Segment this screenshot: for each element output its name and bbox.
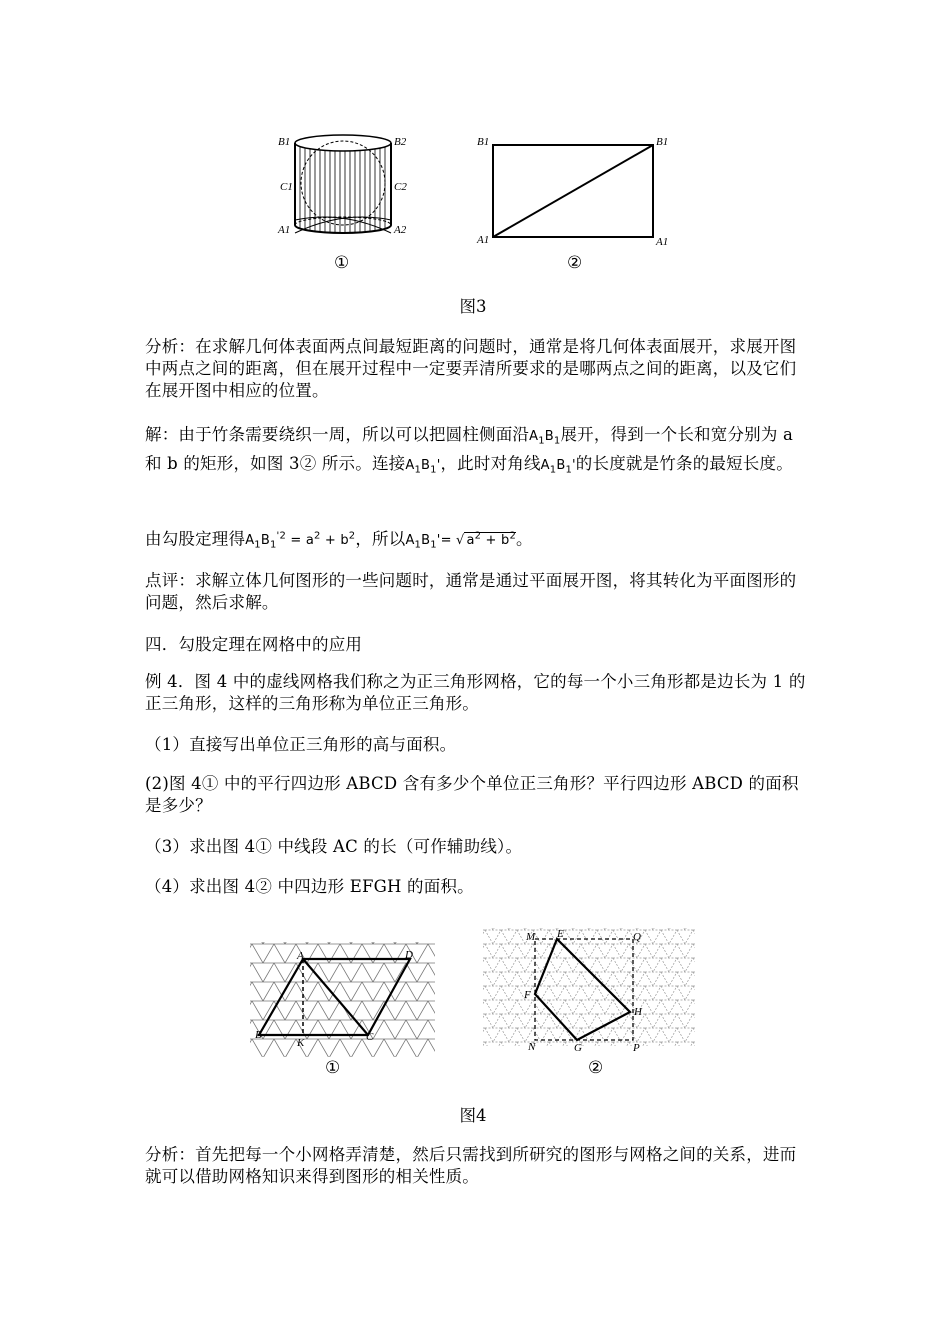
label-a2: A2 [394,224,407,236]
label-rect-b1-right: B1 [656,136,669,148]
label-b1: B1 [278,136,291,148]
label-b2: B2 [394,136,407,148]
label-M: M [526,931,536,943]
pythagoras-text-a: 由勾股定理得 [145,529,246,549]
label-rect-a1-right: A1 [656,236,669,248]
label-a1: A1 [278,224,291,236]
comment-paragraph: 点评：求解立体几何图形的一些问题时，通常是通过平面展开图，将其转化为平面图形的问题，然后求解。 [145,571,797,612]
label-B: B [255,1029,262,1041]
label-Q: Q [633,931,641,943]
solution-text-b: 展开，得到一个长和宽分别为 a 和 b 的矩形，如图 3② 所示。连接 [145,425,794,473]
label-G: G [574,1042,582,1054]
label-K: K [297,1037,305,1049]
analysis-paragraph: 分析：在求解几何体表面两点间最短距离的问题时，通常是将几何体表面展开，求展开图中两点之间的距离，但在展开过程中一定要弄清所要求的是哪两点之间的距离，以及它们在展开图中相应的位置。 [145,337,797,400]
figure-3-diagrams [270,125,690,280]
rectangle-diagram [493,145,653,237]
question-2: (2)图 4① 中的平行四边形 ABCD 含有多少个单位正三角形？平行四边形 ABCD 的面积是多少？ [145,774,799,815]
example-4-paragraph: 例 4．图 4 中的虚线网格我们称之为正三角形网格，它的每一个小三角形都是边长为 1 的正三角形，这样的三角形称为单位正三角形。 [145,672,806,713]
figure-4-diagrams [245,920,715,1080]
label-c2: C2 [394,181,407,193]
cylinder-diagram [295,135,391,233]
question-1: （1）直接写出单位正三角形的高与面积。 [145,735,457,754]
label-H: H [634,1006,642,1018]
final-analysis-paragraph: 分析：首先把每一个小网格弄清楚，然后只需找到所研究的图形与网格之间的关系，进而就可以借助网格知识来得到图形的相关性质。 [145,1145,797,1186]
label-P: P [633,1042,640,1054]
label-C: C [366,1031,374,1043]
question-3: （3）求出图 4① 中线段 AC 的长（可作辅助线）。 [145,837,523,856]
label-rect-b1: B1 [477,136,490,148]
label-F: F [524,989,531,1001]
figure-4-caption: 图4 [459,1106,487,1125]
solution-paragraph: 解：由于竹条需要绕织一周，所以可以把圆柱侧面沿$A_1B_1$展开，得到一个长和宽分别为 a 和 b 的矩形，如图 3② 所示。连接$A_1B_1'$，此时对角线$A_1B_1'$的长度就是竹条的最短长度。 [145,425,794,476]
label-N: N [528,1041,536,1053]
figure-3-caption: 图3 [459,297,487,316]
pythagoras-text-c: 。 [516,529,533,549]
label-rect-a1: A1 [477,234,490,246]
figure-4-number-1: ① [325,1058,341,1078]
label-E: E [557,928,564,940]
section-heading: 四．勾股定理在网格中的应用 [145,635,363,654]
pythagoras-paragraph: 由勾股定理得$A_1B_1^{'2} = a^2 + b^2$，所以$A_1B_1'=$ √ $a^2 + b^2$。 [145,529,533,551]
solution-text-d: 的长度就是竹条的最短长度。 [575,453,793,473]
question-4: （4）求出图 4② 中四边形 EFGH 的面积。 [145,877,474,896]
triangle-grid-2 [483,928,695,1046]
figure-number-1: ① [334,253,350,273]
solution-text-c: ，此时对角线 [440,453,541,473]
pythagoras-text-b: ，所以 [355,529,406,549]
label-D: D [405,949,413,961]
label-c1: C1 [280,181,293,193]
label-A: A [297,950,304,962]
figure-4-number-2: ② [588,1058,604,1078]
figure-number-2: ② [567,253,583,273]
solution-text-a: 解：由于竹条需要绕织一周，所以可以把圆柱侧面沿 [145,425,530,444]
